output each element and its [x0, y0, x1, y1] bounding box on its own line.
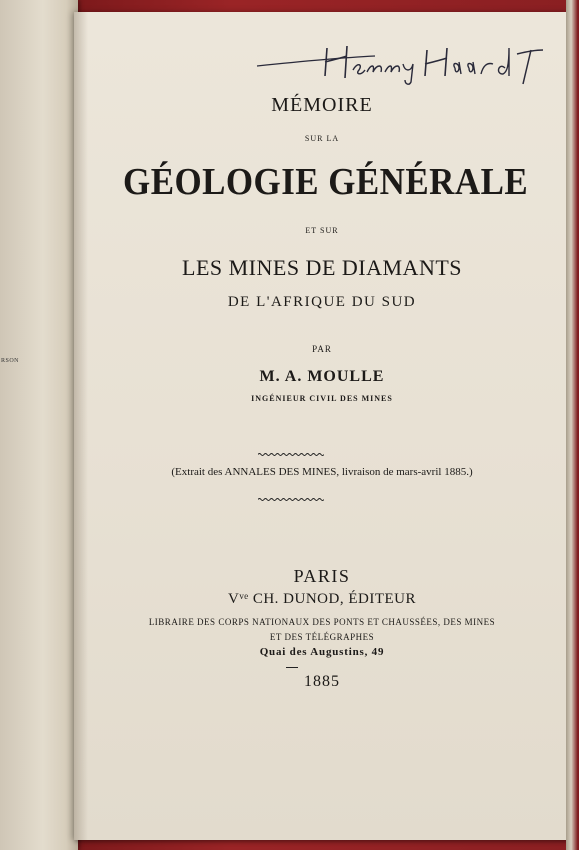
- ornamental-divider-top: [258, 452, 324, 457]
- subtitle: LES MINES DE DIAMANTS: [182, 255, 462, 280]
- short-rule: [286, 667, 298, 668]
- author-name: M. A. MOULLE: [259, 368, 385, 385]
- sur-la-text: SUR LA: [304, 134, 340, 143]
- subtitle-line-2: DE L'AFRIQUE DU SUD: [227, 294, 417, 310]
- imprint-year: 1885: [304, 673, 340, 690]
- imprint-libraire-line2: ET DES TÉLÉGRAPHES: [269, 632, 375, 642]
- main-title: GÉOLOGIE GÉNÉRALE: [123, 161, 529, 203]
- imprint-address: Quai des Augustins, 49: [259, 646, 385, 658]
- left-facing-page: [0, 0, 78, 850]
- imprint-city: PARIS: [293, 566, 351, 586]
- par-text: PAR: [312, 344, 332, 354]
- et-sur-text: ET SUR: [305, 226, 339, 235]
- imprint-publisher: Vᵛᵉ CH. DUNOD, ÉDITEUR: [228, 591, 416, 607]
- memoire-heading: MÉMOIRE: [271, 94, 373, 116]
- imprint-libraire-line1: LIBRAIRE DES CORPS NATIONAUX DES PONTS ET CHAUSSÉES, DES MINES: [148, 617, 496, 627]
- left-page-text-fragment: RSON: [1, 358, 20, 364]
- page-right-edge: [566, 0, 579, 850]
- handwritten-signature: [255, 40, 545, 86]
- extract-note: (Extrait des ANNALES DES MINES, livraison de mars-avril 1885.): [171, 466, 473, 478]
- signature-text: Henry Haardt: [255, 40, 261, 41]
- ornamental-divider-bottom: [258, 497, 324, 502]
- author-title: INGÉNIEUR CIVIL DES MINES: [251, 394, 393, 403]
